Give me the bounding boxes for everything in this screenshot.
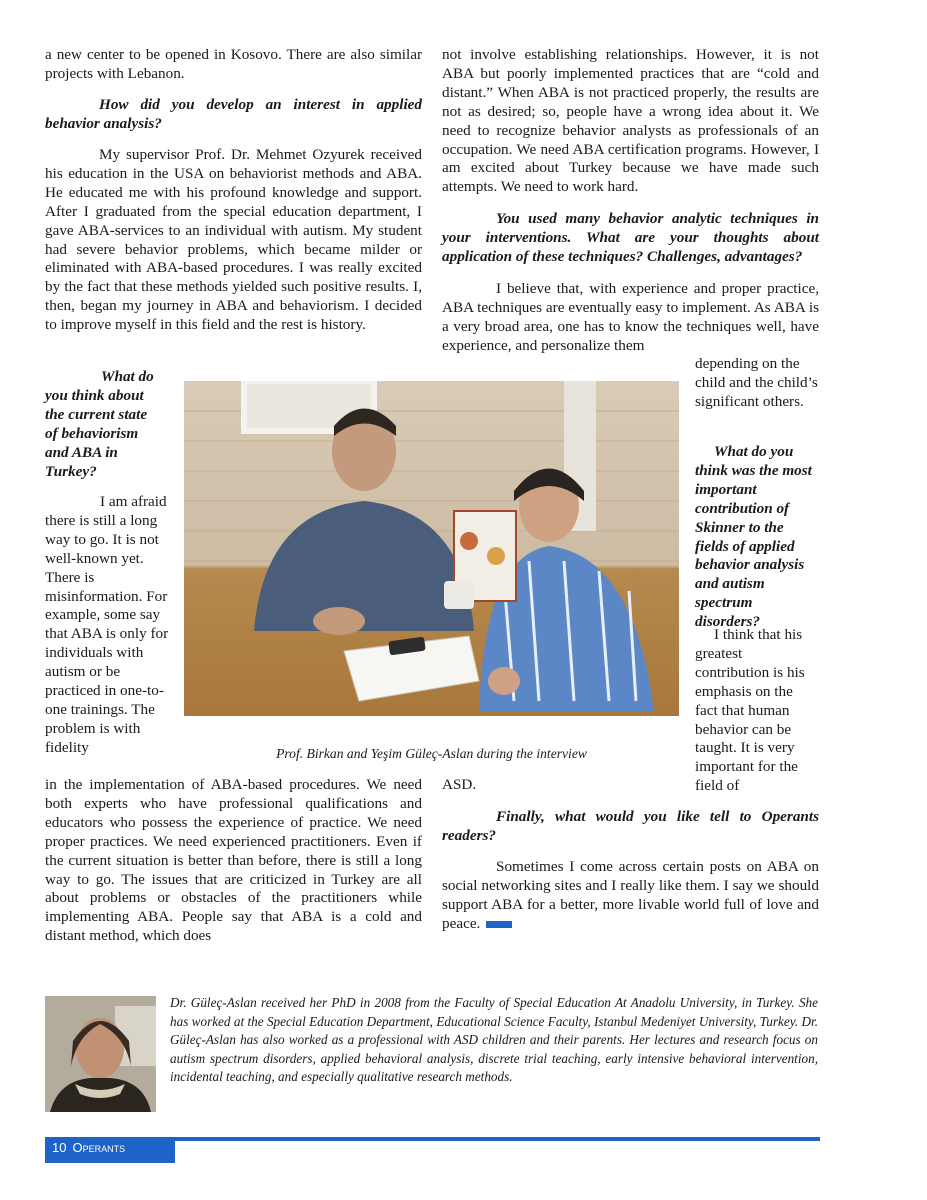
right-paragraph-continuation: not involve establishing relationships. However, it is not ABA but poorly implemented practices that are “cold and distant.” When ABA is not practiced properly, the results are not as desired; so, people have a wrong idea about it. We need to recognize behavior analysts as professionals of an occupation. We need ABA certification programs. However, I am excited about Turkey because we have made such attempts. We need to work hard.: [442, 46, 819, 196]
publication-name: Operants: [72, 1140, 126, 1155]
left-paragraph-intro: a new center to be opened in Kosovo. There are also similar projects with Lebanon.: [45, 46, 422, 82]
footer-rule: [175, 1137, 820, 1141]
interview-photo-illustration: [184, 381, 679, 716]
answer-current-state-wide: in the implementation of ABA-based procedures. We need both experts who have professional qualifications and educators who possess the experience of practice. We need proper practices. We need experienced practitioners. Even if the current situation is better than before, there is still a long way to go. The issues that are criticized in Turkey are all about problems or obstacles of the practitioners while implementing ABA. People say that ABA is a cold and distant method, which does: [45, 776, 422, 945]
end-mark: [486, 921, 512, 928]
question-current-state: What do you think about the current state of behaviorism and ABA in Turkey?: [45, 368, 154, 480]
question-techniques: You used many behavior analytic techniques in your interventions. What are your thoughts about application of these techniques? Challenges, advantages?: [442, 210, 819, 265]
interview-photo: [184, 381, 679, 716]
answer-skinner-narrow: I think that his greatest contribution is his emphasis on the fact that human behavior can be taught. It is very important for the field of: [695, 626, 805, 795]
answer-final-text: Sometimes I come across certain posts on ABA on social networking sites and I really like them. I say we should support ABA for a better, more livable world full of love and peace.: [442, 858, 819, 932]
author-headshot-illustration: [45, 996, 156, 1112]
page-number: 10: [52, 1140, 67, 1155]
question-skinner: What do you think was the most important contribution of Skinner to the fields of applied behavior analysis and autism spectrum disorders?: [695, 443, 812, 631]
author-headshot: [45, 996, 156, 1112]
answer-interest-aba: My supervisor Prof. Dr. Mehmet Ozyurek received his education in the USA on behaviorist methods and ABA. He educated me with his profound knowledge and support. After I graduated from the special education department, I gave ABA-services to an individual with autism. My student had severe behavior problems, which became milder or eliminated with ABA-based procedures. I was really excited by the fact that these methods yielded such positive results. I, then, began my journey in ABA and behaviorism. I decided to improve myself in this field and the rest is history.: [45, 146, 422, 334]
question-final: Finally, what would you like tell to Operants readers?: [442, 808, 819, 844]
answer-techniques-narrow: depending on the child and the child’s significant others.: [695, 355, 818, 410]
answer-techniques: I believe that, with experience and proper practice, ABA techniques are eventually easy to implement. As ABA is a very broad area, one has to know the techniques well, have experience, and personalize them: [442, 280, 819, 354]
photo-caption: Prof. Birkan and Yeşim Güleç-Aslan during the interview: [276, 745, 587, 761]
answer-final: [442, 858, 819, 934]
answer-skinner-end: ASD.: [442, 776, 477, 793]
question-interest-aba: How did you develop an interest in applied behavior analysis?: [45, 96, 422, 132]
footer-page-label: [52, 1140, 125, 1156]
answer-current-state-narrow: I am afraid there is still a long way to go. It is not well-known yet. There is misinformation. For example, some say that ABA is only for individuals with autism or be practiced in one-to-one trainings. The problem is with fidelity: [45, 493, 169, 756]
author-bio: Dr. Güleç-Aslan received her PhD in 2008 from the Faculty of Special Education At Anadolu University, in Turkey. She has worked at the Special Education Department, Educational Science Faculty, Istanbul Medeniyet University, Turkey. Dr. Güleç-Aslan has also worked as a professional with ASD children and their parents. Her lectures and research focus on autism spectrum disorders, applied behavioral analysis, discrete trial teaching, early intensive behavioral intervention, incidental teaching, and especially qualitative research methods.: [170, 995, 818, 1085]
